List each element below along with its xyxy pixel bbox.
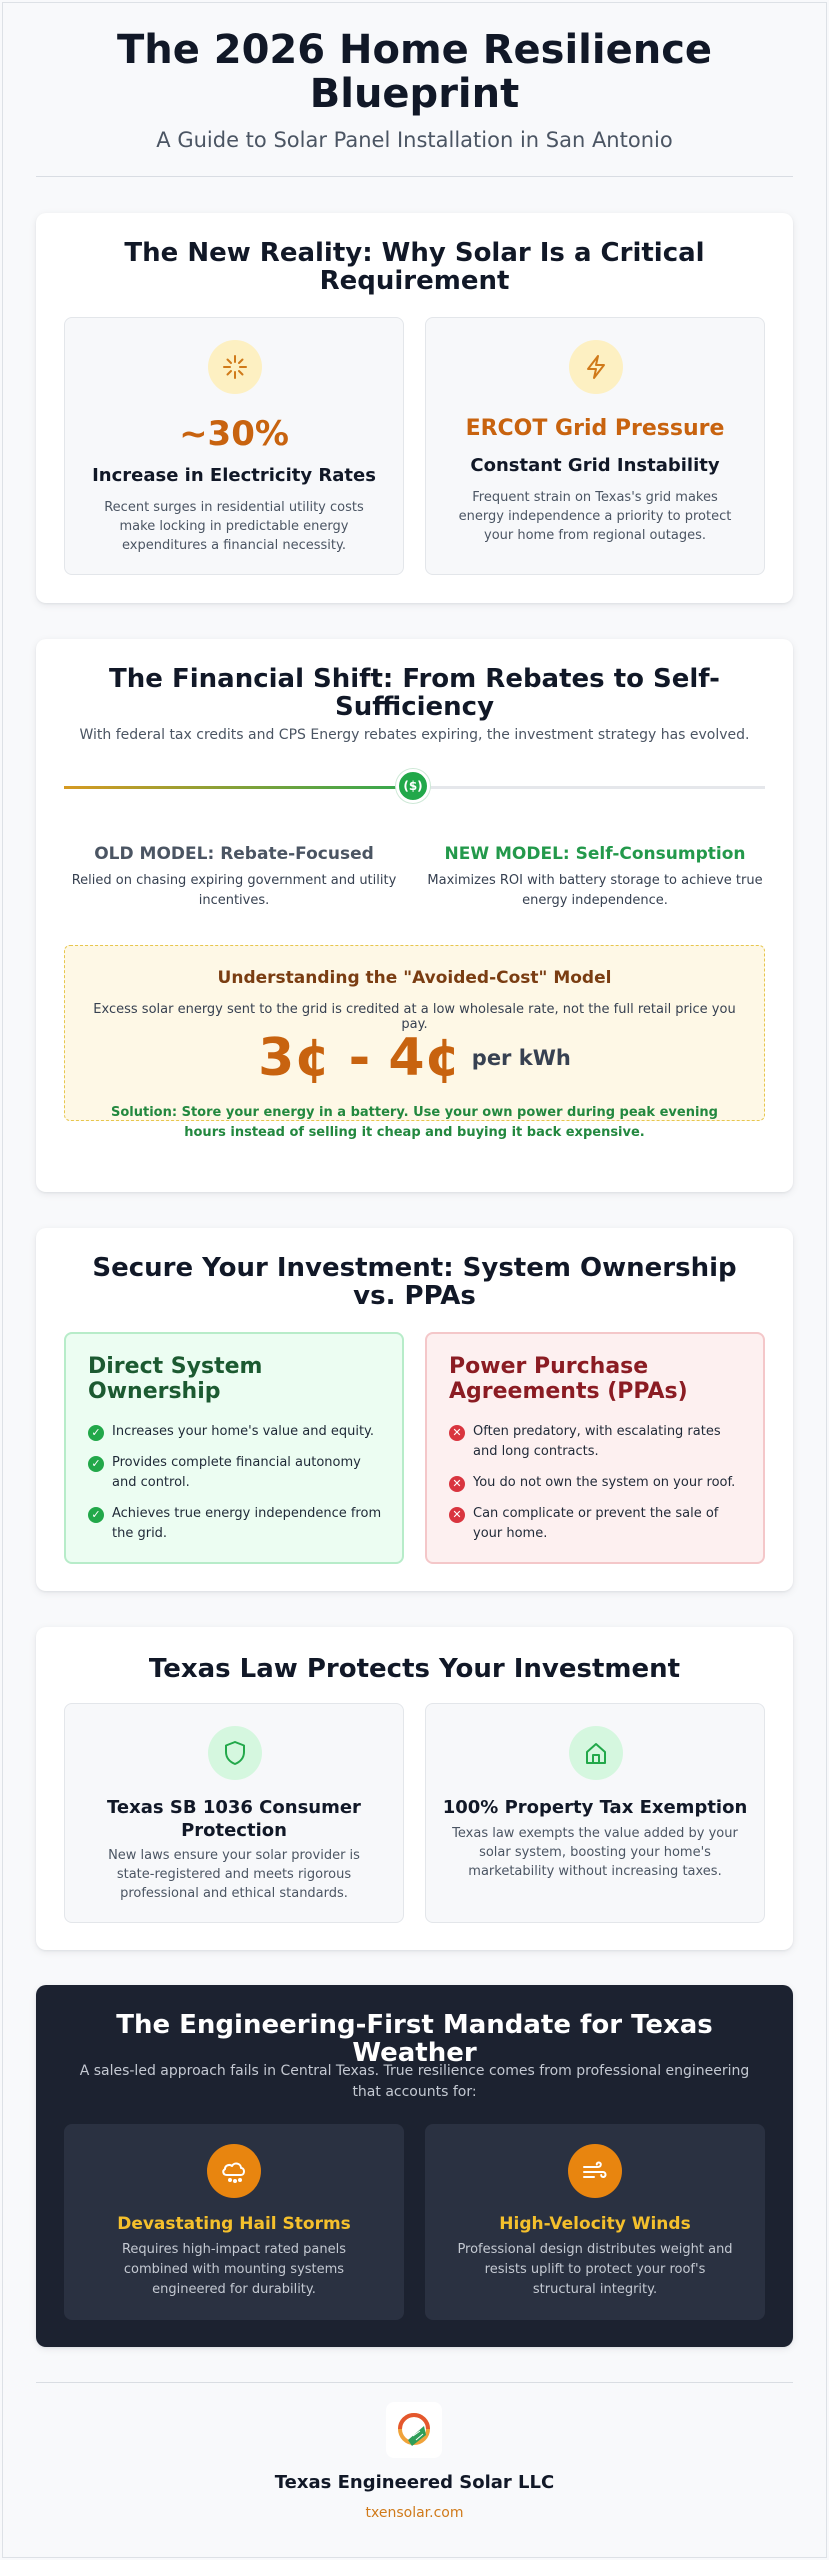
list-item: ✕ Can complicate or prevent the sale of your home.: [449, 1504, 745, 1544]
engineering-subtitle: A sales-led approach fails in Central Texas. True resilience comes from professional engineering that accounts for:: [79, 2063, 750, 2100]
grid-pressure-stat: ERCOT Grid Pressure: [465, 416, 725, 441]
x-icon: ✕: [449, 1507, 465, 1523]
financial-subtitle: With federal tax credits and CPS Energy rebates expiring, the investment strategy has evolved.: [79, 727, 750, 743]
reality-title: The New Reality: Why Solar Is a Critical Requirement: [124, 238, 705, 296]
financial-section: [36, 639, 793, 1192]
rate-increase-stat: ~30%: [179, 414, 289, 454]
list-item: ✕ Often predatory, with escalating rates and long contracts.: [449, 1422, 745, 1462]
house-icon: [569, 1726, 623, 1780]
law-title: Texas Law Protects Your Investment: [148, 1654, 681, 1684]
wind-heading: High-Velocity Winds: [499, 2214, 691, 2234]
avoided-cost-price-row: [65, 1028, 764, 1088]
grid-pressure-card: [425, 317, 765, 575]
grid-pressure-text: Frequent strain on Texas's grid makes energy independence a priority to protect your home from regional outages.: [458, 490, 732, 543]
rate-increase-heading: Increase in Electricity Rates: [92, 465, 376, 486]
sb1036-text: New laws ensure your solar provider is state-registered and meets rigorous professional and ethical standards.: [108, 1848, 360, 1901]
list-item: ✓ Provides complete financial autonomy and control.: [88, 1453, 384, 1493]
timeline-progress: [64, 786, 415, 789]
check-icon: ✓: [88, 1507, 104, 1523]
list-item: ✓ Achieves true energy independence from the grid.: [88, 1504, 384, 1544]
company-website-link[interactable]: txensolar.com: [365, 2505, 464, 2521]
company-logo: [386, 2402, 442, 2458]
tax-exemption-card: [425, 1703, 765, 1923]
engineering-section: [36, 1985, 793, 2347]
shield-icon: [208, 1726, 262, 1780]
old-model-title: OLD MODEL: Rebate-Focused: [94, 844, 374, 864]
tax-exemption-text: Texas law exempts the value added by your solar system, boosting your home's marketability without increasing taxes.: [452, 1826, 738, 1879]
rate-increase-card: [64, 317, 404, 575]
avoided-cost-price: 3¢ - 4¢: [258, 1028, 461, 1088]
page-subtitle: A Guide to Solar Panel Installation in San Antonio: [156, 128, 673, 152]
tax-exemption-heading: 100% Property Tax Exemption: [442, 1797, 748, 1818]
x-icon: ✕: [449, 1476, 465, 1492]
old-model-text: Relied on chasing expiring government and utility incentives.: [71, 873, 397, 908]
ownership-title: Secure Your Investment: System Ownership vs. PPAs: [92, 1253, 737, 1311]
header-divider: [36, 176, 793, 177]
hail-heading: Devastating Hail Storms: [117, 2214, 351, 2234]
list-item: ✓ Increases your home's value and equity.: [88, 1422, 384, 1442]
avoided-cost-title: Understanding the "Avoided-Cost" Model: [217, 968, 612, 988]
direct-ownership-card: [64, 1332, 404, 1564]
sb1036-heading: Texas SB 1036 Consumer Protection: [107, 1797, 361, 1841]
ownership-section: [36, 1228, 793, 1591]
grid-pressure-heading: Constant Grid Instability: [470, 455, 720, 476]
check-icon: ✓: [88, 1425, 104, 1441]
ppa-title: Power Purchase Agreements (PPAs): [449, 1354, 688, 1404]
wind-text: Professional design distributes weight and resists uplift to protect your roof's structural integrity.: [457, 2242, 733, 2297]
ppa-card: [425, 1332, 765, 1564]
page-title: The 2026 Home Resilience Blueprint: [116, 27, 713, 117]
ppa-list: [449, 1422, 745, 1555]
avoided-cost-unit: per kWh: [471, 1046, 571, 1070]
company-name: Texas Engineered Solar LLC: [274, 2472, 555, 2493]
page-header: [36, 28, 793, 152]
avoided-cost-text: Excess solar energy sent to the grid is credited at a low wholesale rate, not the full retail price you pay.: [93, 1002, 736, 1032]
financial-title: The Financial Shift: From Rebates to Self-Sufficiency: [109, 664, 720, 722]
check-icon: ✓: [88, 1456, 104, 1472]
timeline-remaining: [415, 786, 765, 789]
new-model-title: NEW MODEL: Self-Consumption: [444, 844, 746, 864]
avoided-cost-solution: Solution: Store your energy in a battery. Use your own power during peak evening hours instead of selling it cheap and buying it back expensive.: [111, 1105, 718, 1140]
reality-section: [36, 213, 793, 603]
list-item: ✕ You do not own the system on your roof.: [449, 1473, 745, 1493]
direct-ownership-title: Direct System Ownership: [88, 1354, 263, 1404]
avoided-cost-box: [64, 945, 765, 1140]
hail-text: Requires high-impact rated panels combined with mounting systems engineered for durability.: [121, 2242, 347, 2297]
hail-cloud-icon: [207, 2144, 261, 2198]
direct-ownership-list: [88, 1422, 384, 1555]
rate-increase-text: Recent surges in residential utility costs make locking in predictable energy expenditures a financial necessity.: [104, 500, 364, 553]
dollar-marker-icon: ($): [396, 769, 430, 803]
engineering-title: The Engineering-First Mandate for Texas Weather: [116, 2010, 713, 2068]
hail-card: [64, 2124, 404, 2320]
lightning-bolt-icon: [569, 340, 623, 394]
footer-divider: [36, 2382, 793, 2383]
wind-icon: [568, 2144, 622, 2198]
sb1036-card: [64, 1703, 404, 1923]
wind-card: [425, 2124, 765, 2320]
law-section: [36, 1627, 793, 1950]
x-icon: ✕: [449, 1425, 465, 1441]
sun-burst-icon: [208, 340, 262, 394]
new-model-text: Maximizes ROI with battery storage to achieve true energy independence.: [427, 873, 763, 908]
